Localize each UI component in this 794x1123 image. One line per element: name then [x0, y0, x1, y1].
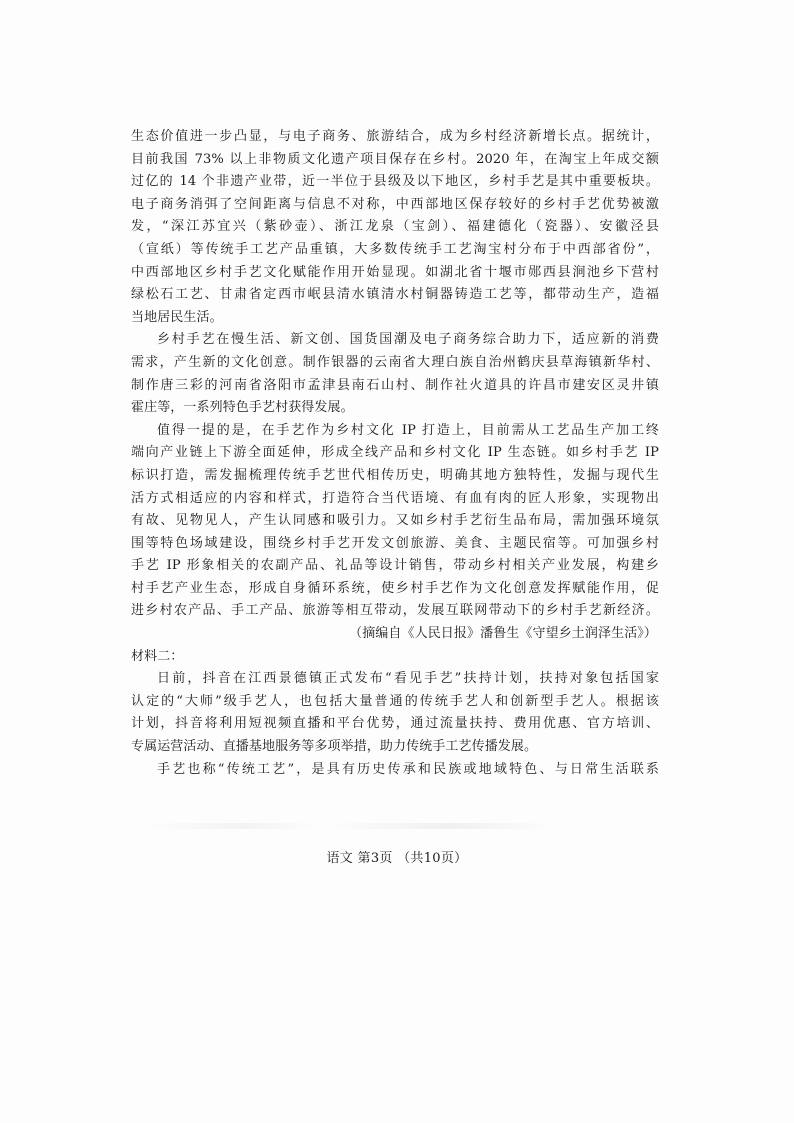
text-line: 计划，抖音将利用短视频直播和平台优势，通过流量扶持、费用优惠、官方培训、	[131, 716, 659, 732]
text-line: 有故、见物见人，产生认同感和吸引力。又如乡村手艺衍生品布局，需加强环境氛	[131, 513, 659, 529]
text-line: 当地居民生活。	[131, 309, 223, 325]
material-heading: 材料二：	[131, 648, 184, 664]
text-line: 生态价值进一步凸显，与电子商务、旅游结合，成为乡村经济新增长点。据统计，	[131, 129, 659, 144]
text-line: 围等特色场域建设，围绕乡村手艺开发文创旅游、美食、主题民宿等。可加强乡村	[131, 535, 659, 551]
text-line: 活方式相适应的内容和样式，打造符合当代语境、有血有肉的匠人形象，实现物出	[131, 490, 659, 506]
paragraph-first-line: 手艺也称“传统工艺”，是具有历史传承和民族或地域特色、与日常生活联系	[157, 761, 659, 777]
text-line: （宣纸）等传统手工艺产品重镇，大多数传统手工艺淘宝村分布于中西部省份”，	[131, 241, 659, 257]
source-citation: （摘编自《人民日报》潘鲁生《守望乡土润泽生活》）	[349, 626, 657, 642]
text-line: 电子商务消弭了空间距离与信息不对称，中西部地区保存较好的乡村手艺优势被激	[131, 196, 659, 212]
text-line: 目前我国 73% 以上非物质文化遗产项目保存在乡村。2020 年，在淘宝上年成交额	[131, 151, 659, 167]
text-line: 进乡村农产品、手工产品、旅游等相互带动，发展互联网带动下的乡村手艺新经济。	[131, 603, 659, 619]
text-line: 霍庄等，一系列特色手艺村获得发展。	[131, 400, 354, 416]
page-footer: 语文 第3页 （共10页）	[326, 851, 468, 866]
paragraph-first-line: 乡村手艺在慢生活、新文创、国货国潮及电子商务综合助力下，适应新的消费	[157, 332, 659, 348]
paragraph-first-line: 值得一提的是，在手艺作为乡村文化 IP 打造上，目前需从工艺品生产加工终	[157, 422, 659, 438]
paragraph-first-line: 日前，抖音在江西景德镇正式发布“看见手艺”扶持计划，扶持对象包括国家	[157, 671, 659, 687]
text-line: 端向产业链上下游全面延伸，形成全线产品和乡村文化 IP 生态链。如乡村手艺 IP	[131, 445, 659, 461]
text-line: 制作唐三彩的河南省洛阳市孟津县南石山村、制作社火道具的许昌市建安区灵井镇	[131, 377, 659, 393]
body-text	[131, 126, 659, 781]
text-line: 绿松石工艺、甘肃省定西市岷县清水镇清水村铜器铸造工艺等，都带动生产，造福	[131, 287, 659, 303]
text-line: 发，“深江苏宜兴（紫砂壶）、浙江龙泉（宝剑）、福建德化（瓷器）、安徽泾县	[131, 219, 659, 235]
scan-artifact	[140, 823, 660, 829]
text-line: 过亿的 14 个非遗产业带，近一半位于县级及以下地区，乡村手艺是其中重要板块。	[131, 174, 659, 190]
text-line: 需求，产生新的文化创意。制作银器的云南省大理白族自治州鹤庆县草海镇新华村、	[131, 354, 659, 370]
text-line: 村手艺产业生态，形成自身循环系统，使乡村手艺作为文化创意发挥赋能作用，促	[131, 580, 659, 596]
text-line: 标识打造，需发掘梳理传统手艺世代相传历史，明确其地方独特性，发掘与现代生	[131, 467, 659, 483]
text-line: 认定的“大师”级手艺人，也包括大量普通的传统手艺人和创新型手艺人。根据该	[131, 693, 659, 709]
text-line: 手艺 IP 形象相关的农副产品、礼品等设计销售，带动乡村相关产业发展，构建乡	[131, 558, 659, 574]
text-line: 中西部地区乡村手艺文化赋能作用开始显现。如湖北省十堰市郧西县涧池乡下营村	[131, 264, 659, 280]
text-line: 专属运营活动、直播基地服务等多项举措，助力传统手工艺传播发展。	[131, 739, 538, 755]
